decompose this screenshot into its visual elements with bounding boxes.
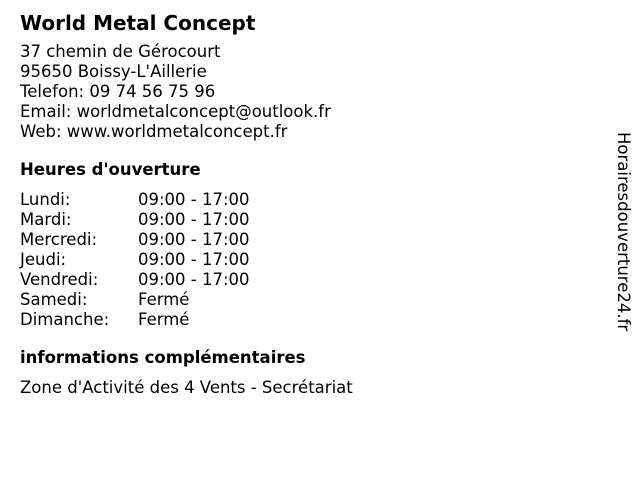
email-address: Email: worldmetalconcept@outlook.fr [20, 102, 331, 121]
hours-table [20, 190, 600, 330]
day-hours: 09:00 - 17:00 [138, 230, 250, 249]
day-hours: 09:00 - 17:00 [138, 190, 250, 209]
hours-row-thursday [20, 250, 600, 270]
day-label: Samedi: [20, 290, 88, 309]
website: Web: www.worldmetalconcept.fr [20, 122, 288, 141]
hours-row-monday [20, 190, 600, 210]
day-hours: 09:00 - 17:00 [138, 270, 250, 289]
hours-row-sunday [20, 310, 600, 330]
hours-row-saturday [20, 290, 600, 310]
day-label: Vendredi: [20, 270, 99, 289]
day-label: Lundi: [20, 190, 71, 209]
site-watermark: Horairesdouverture24.fr [614, 132, 633, 332]
phone-number: Telefon: 09 74 56 75 96 [20, 82, 216, 101]
day-label: Mardi: [20, 210, 72, 229]
day-label: Dimanche: [20, 310, 110, 329]
day-label: Mercredi: [20, 230, 98, 249]
day-hours: 09:00 - 17:00 [138, 210, 250, 229]
address-city: 95650 Boissy-L'Aillerie [20, 62, 207, 81]
business-name: World Metal Concept [20, 11, 256, 35]
hours-heading: Heures d'ouverture [20, 160, 201, 179]
day-hours: 09:00 - 17:00 [138, 250, 250, 269]
address-street: 37 chemin de Gérocourt [20, 42, 221, 61]
day-label: Jeudi: [20, 250, 67, 269]
hours-row-friday [20, 270, 600, 290]
day-hours: Fermé [138, 310, 190, 329]
hours-row-tuesday [20, 210, 600, 230]
business-card [20, 10, 600, 398]
info-heading: informations complémentaires [20, 348, 306, 367]
day-hours: Fermé [138, 290, 190, 309]
hours-row-wednesday [20, 230, 600, 250]
info-text: Zone d'Activité des 4 Vents - Secrétariat [20, 378, 353, 397]
